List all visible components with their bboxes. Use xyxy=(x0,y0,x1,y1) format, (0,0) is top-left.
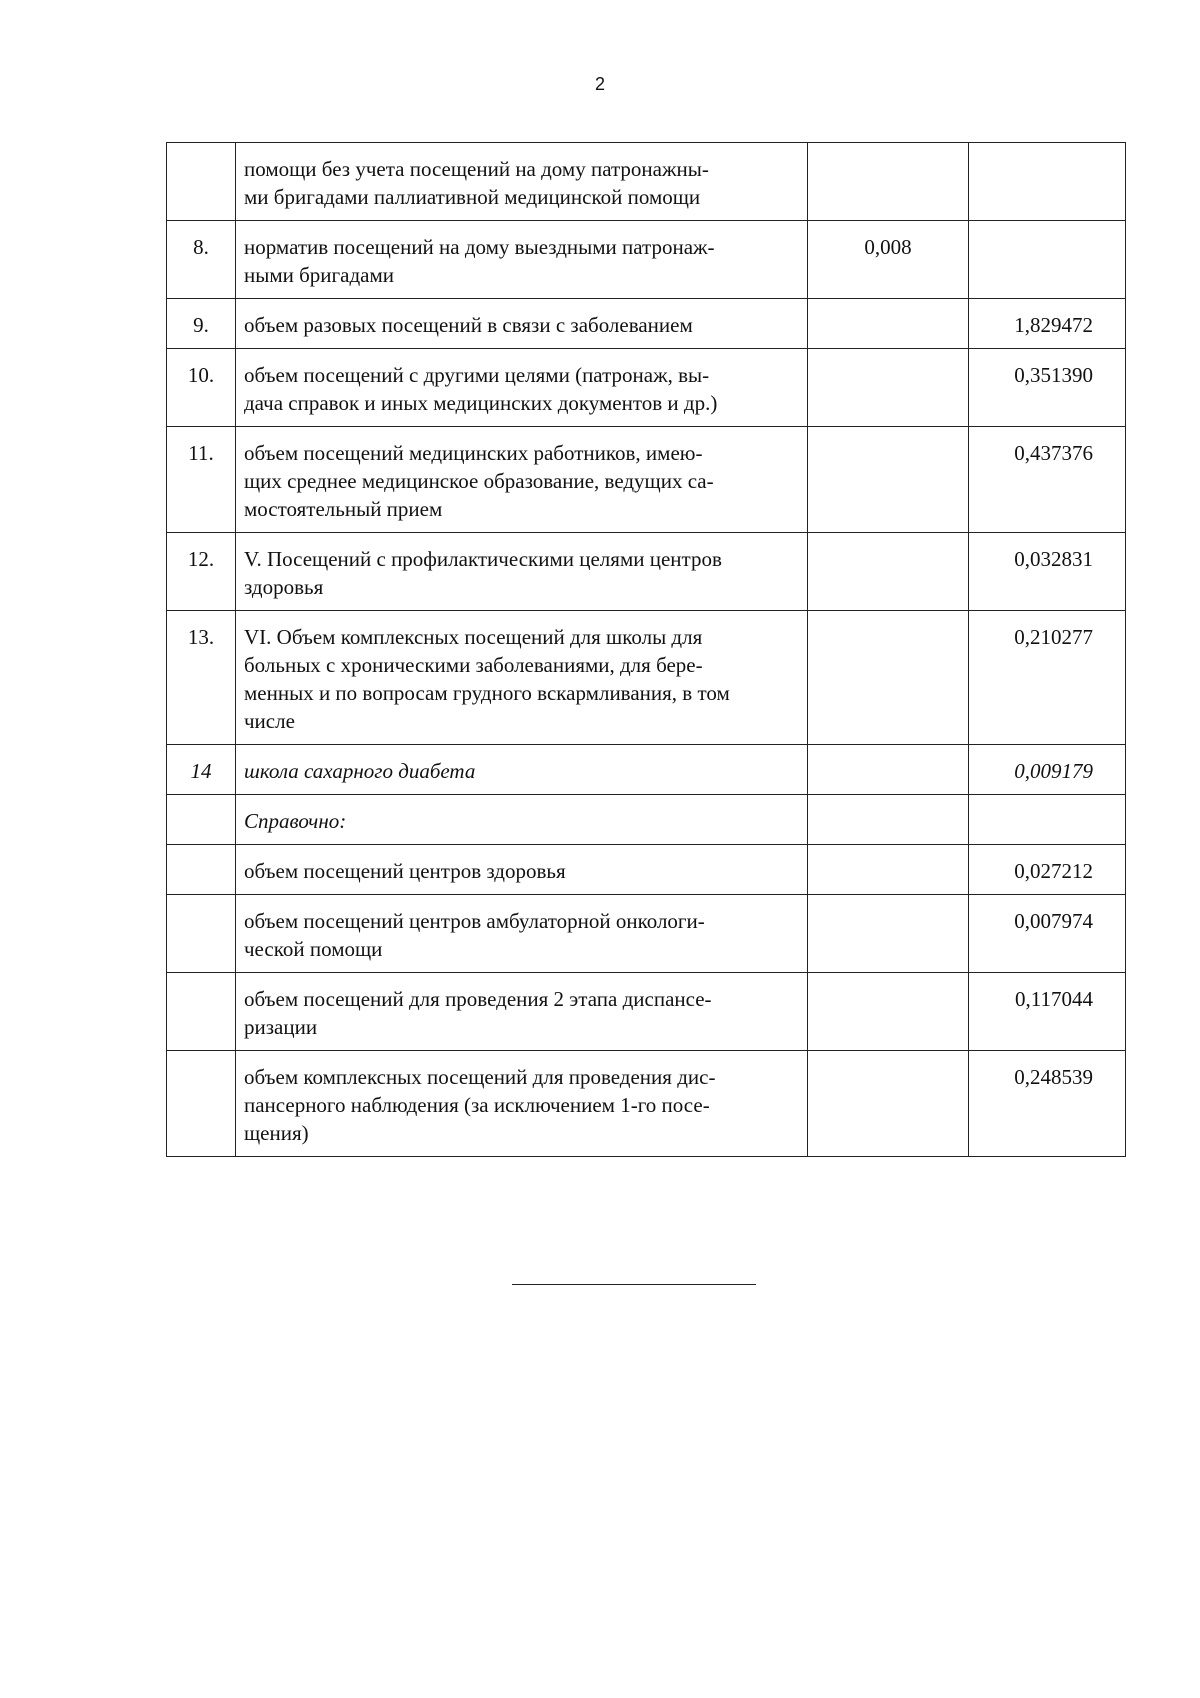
indicator-name-line: ми бригадами паллиативной медицинской помощи xyxy=(244,185,701,209)
indicator-name-cell xyxy=(236,427,808,533)
end-of-document-rule xyxy=(512,1284,756,1285)
value-cell xyxy=(969,143,1126,221)
indicator-name-line: менных и по вопросам грудного вскармливания, в том xyxy=(244,681,730,705)
indicator-name-line: щения) xyxy=(244,1121,309,1145)
indicator-name-cell xyxy=(236,299,808,349)
indicator-name-line: ными бригадами xyxy=(244,263,395,287)
indicator-name-line: мостоятельный прием xyxy=(244,497,443,521)
value-cell xyxy=(969,795,1126,845)
indicator-name-line: объем посещений центров здоровья xyxy=(244,859,566,883)
value-cell: 0,007974 xyxy=(969,895,1126,973)
row-number-cell: 11. xyxy=(167,427,236,533)
value-cell: 0,351390 xyxy=(969,349,1126,427)
indicator-name-line: ризации xyxy=(244,1015,318,1039)
row-number-cell xyxy=(167,795,236,845)
norm-cell xyxy=(808,973,969,1051)
indicator-name-line: VI. Объем комплексных посещений для школы для xyxy=(244,625,703,649)
indicator-name-line: объем посещений с другими целями (патронаж, вы- xyxy=(244,363,710,387)
table-row xyxy=(167,143,1126,221)
table-body xyxy=(167,143,1126,1157)
indicator-name-line: объем посещений для проведения 2 этапа диспансе- xyxy=(244,987,712,1011)
value-cell: 0,117044 xyxy=(969,973,1126,1051)
norm-cell xyxy=(808,533,969,611)
row-number-cell: 13. xyxy=(167,611,236,745)
value-cell: 0,437376 xyxy=(969,427,1126,533)
row-number-cell xyxy=(167,143,236,221)
indicator-name-line: объем разовых посещений в связи с заболеванием xyxy=(244,313,693,337)
row-number-cell xyxy=(167,895,236,973)
row-number-cell xyxy=(167,845,236,895)
norm-cell xyxy=(808,895,969,973)
indicator-name-cell xyxy=(236,143,808,221)
value-cell: 0,210277 xyxy=(969,611,1126,745)
value-cell: 0,027212 xyxy=(969,845,1126,895)
table-row xyxy=(167,221,1126,299)
value-cell: 0,248539 xyxy=(969,1051,1126,1157)
indicator-name-line: здоровья xyxy=(244,575,324,599)
norm-cell xyxy=(808,427,969,533)
indicator-name-cell xyxy=(236,795,808,845)
indicator-name-line: пансерного наблюдения (за исключением 1-го посе- xyxy=(244,1093,710,1117)
value-cell: 0,032831 xyxy=(969,533,1126,611)
indicator-name-line: школа сахарного диабета xyxy=(244,759,476,783)
row-number-cell: 14 xyxy=(167,745,236,795)
value-cell: 1,829472 xyxy=(969,299,1126,349)
indicator-name-cell xyxy=(236,1051,808,1157)
indicator-name-cell xyxy=(236,221,808,299)
value-cell: 0,009179 xyxy=(969,745,1126,795)
indicator-name-cell xyxy=(236,745,808,795)
indicator-name-line: объем посещений центров амбулаторной онкологи- xyxy=(244,909,705,933)
table-row xyxy=(167,1051,1126,1157)
indicator-name-cell xyxy=(236,845,808,895)
row-number-cell: 8. xyxy=(167,221,236,299)
norm-cell xyxy=(808,611,969,745)
table-row xyxy=(167,533,1126,611)
row-number-cell: 12. xyxy=(167,533,236,611)
indicator-name-cell xyxy=(236,973,808,1051)
indicator-name-line: дача справок и иных медицинских документов и др.) xyxy=(244,391,718,415)
table-row xyxy=(167,973,1126,1051)
indicator-name-line: объем комплексных посещений для проведения дис- xyxy=(244,1065,716,1089)
indicator-name-cell xyxy=(236,611,808,745)
value-cell xyxy=(969,221,1126,299)
norm-cell xyxy=(808,1051,969,1157)
row-number-cell: 9. xyxy=(167,299,236,349)
row-number-cell xyxy=(167,1051,236,1157)
row-number-cell: 10. xyxy=(167,349,236,427)
norms-table xyxy=(166,142,1126,1157)
norm-cell xyxy=(808,845,969,895)
table-row xyxy=(167,299,1126,349)
table-row xyxy=(167,795,1126,845)
table-row xyxy=(167,427,1126,533)
indicator-name-line: числе xyxy=(244,709,295,733)
indicator-name-cell xyxy=(236,349,808,427)
table-row xyxy=(167,845,1126,895)
indicator-name-cell xyxy=(236,895,808,973)
indicator-name-line: Справочно: xyxy=(244,809,347,833)
indicator-name-line: норматив посещений на дому выездными патронаж- xyxy=(244,235,715,259)
indicator-name-line: помощи без учета посещений на дому патронажны- xyxy=(244,157,709,181)
table-row xyxy=(167,745,1126,795)
indicator-name-line: ческой помощи xyxy=(244,937,383,961)
norm-cell xyxy=(808,349,969,427)
norm-cell: 0,008 xyxy=(808,221,969,299)
norm-cell xyxy=(808,143,969,221)
indicator-name-line: объем посещений медицинских работников, имею- xyxy=(244,441,703,465)
indicator-name-cell xyxy=(236,533,808,611)
table-row xyxy=(167,895,1126,973)
page-number: 2 xyxy=(594,74,605,94)
indicator-name-line: щих среднее медицинское образование, ведущих са- xyxy=(244,469,714,493)
norm-cell xyxy=(808,745,969,795)
norm-cell xyxy=(808,299,969,349)
row-number-cell xyxy=(167,973,236,1051)
indicator-name-line: больных с хроническими заболеваниями, для бере- xyxy=(244,653,703,677)
indicator-name-line: V. Посещений с профилактическими целями центров xyxy=(244,547,722,571)
norm-cell xyxy=(808,795,969,845)
table-row xyxy=(167,349,1126,427)
table-row xyxy=(167,611,1126,745)
